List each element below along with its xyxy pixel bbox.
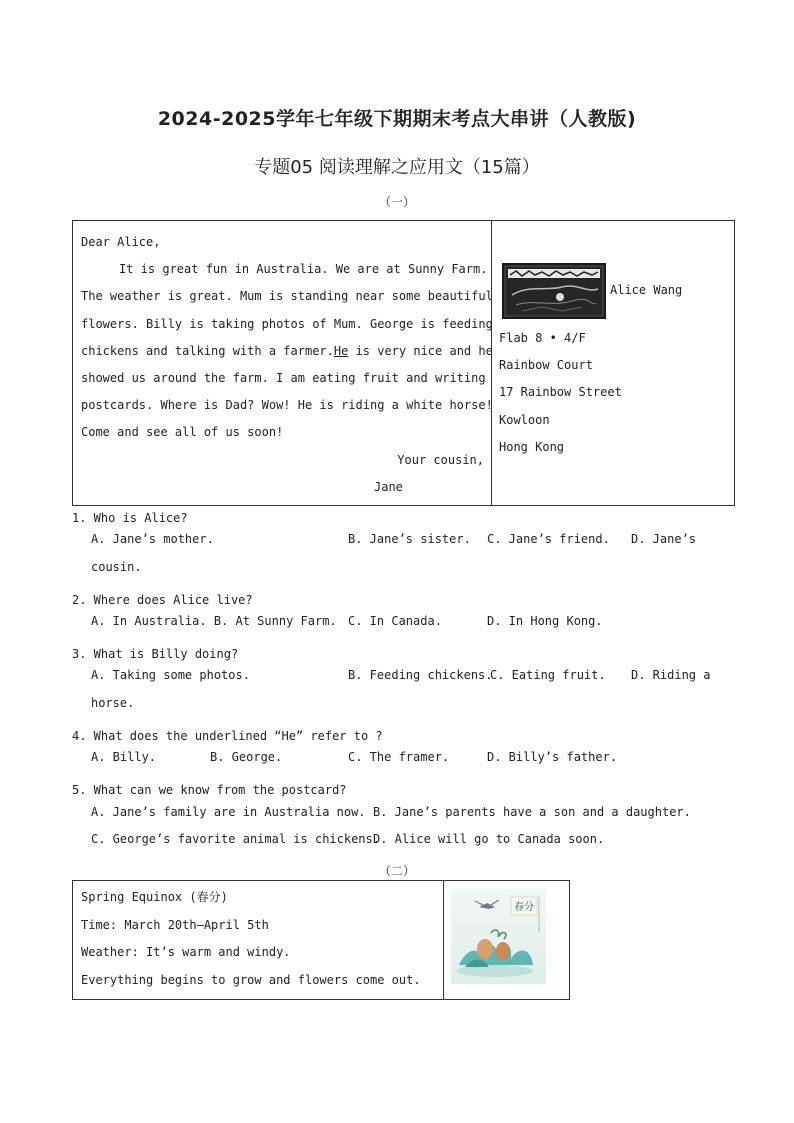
letter-line-part: is very nice and he	[355, 343, 493, 358]
option-c: C. George’s favorite animal is chickens.	[91, 832, 380, 846]
address-line: 17 Rainbow Street	[499, 385, 622, 400]
letter-column	[81, 229, 493, 501]
option-a: A. Taking some photos.	[91, 668, 250, 682]
option-d: D. Jane’s	[631, 532, 697, 546]
option-c: C. Eating fruit.	[490, 668, 606, 682]
postage-stamp-icon	[502, 263, 606, 319]
option-c: C. In Canada.	[348, 614, 442, 628]
letter-closing: Your cousin,	[397, 452, 484, 467]
page-subtitle: 专题05 阅读理解之应用文（15篇）	[254, 157, 540, 178]
table-divider	[443, 881, 444, 999]
info-column	[81, 884, 421, 994]
option-d: D. Billy’s father.	[487, 750, 618, 764]
option-ab: A. In Australia. B. At Sunny Farm.	[91, 614, 337, 628]
option-a: A. Billy.	[91, 750, 157, 764]
letter-line: flowers. Billy is taking photos of Mum. George is feeding	[81, 316, 493, 331]
address-block	[499, 325, 622, 461]
option-a: A. Jane’s family are in Australia now.	[91, 805, 366, 819]
letter-line: Come and see all of us soon!	[81, 425, 284, 440]
option-b: B. George.	[210, 750, 283, 764]
letter-line: It is great fun in Australia. We are at Sunny Farm.	[119, 262, 488, 277]
option-d: D. Alice will go to Canada soon.	[373, 832, 605, 846]
option-b: B. Jane’s parents have a son and a daughter.	[373, 805, 691, 819]
info-line: Time: March 20th—April 5th	[81, 917, 269, 932]
section-label-1: （一）	[378, 195, 415, 209]
address-line: Flab 8 • 4/F	[499, 331, 586, 345]
image-label: 春分	[514, 902, 534, 913]
option-d: D. In Hong Kong.	[487, 614, 603, 628]
option-b: B. Jane’s sister.	[348, 532, 471, 546]
underlined-he: He	[333, 343, 349, 358]
question-4: 4. What does the underlined “He” refer to ?	[72, 729, 383, 743]
option-c: C. Jane’s friend.	[487, 532, 610, 546]
letter-line: showed us around the farm. I am eating fruit and writing	[81, 371, 486, 386]
spring-equinox-illustration-icon	[451, 889, 546, 984]
letter-line: The weather is great. Mum is standing near some beautiful	[81, 289, 493, 304]
postcard-table	[72, 220, 735, 506]
option-wrap: horse.	[91, 696, 135, 710]
option-c: C. The framer.	[348, 750, 450, 764]
question-2: 2. Where does Alice live?	[72, 593, 253, 607]
page-title: 2024-2025学年七年级下期期末考点大串讲（人教版)	[157, 108, 637, 130]
recipient-name: Alice Wang	[610, 283, 683, 297]
spring-equinox-table	[72, 880, 570, 1000]
option-wrap: cousin.	[91, 560, 142, 574]
question-1: 1. Who is Alice?	[72, 511, 188, 525]
question-3: 3. What is Billy doing?	[72, 647, 239, 661]
question-5: 5. What can we know from the postcard?	[72, 783, 347, 797]
section-label-2: （二）	[378, 864, 415, 878]
letter-signature: Jane	[374, 479, 403, 494]
option-b: B. Feeding chickens.	[348, 668, 493, 682]
letter-line-part: chickens and talking with a farmer.	[81, 343, 334, 358]
option-a: A. Jane’s mother.	[91, 532, 214, 546]
address-line: Rainbow Court	[499, 358, 593, 373]
info-line: Everything begins to grow and flowers come out.	[81, 972, 421, 987]
address-line: Hong Kong	[499, 439, 565, 454]
letter-greeting: Dear Alice,	[81, 235, 161, 249]
letter-line: postcards. Where is Dad? Wow! He is riding a white horse!	[81, 398, 493, 413]
address-line: Kowloon	[499, 412, 550, 427]
info-line: Weather: It’s warm and windy.	[81, 945, 291, 959]
info-line: Spring Equinox (春分)	[81, 890, 228, 904]
option-d: D. Riding a	[631, 668, 711, 682]
letter-line-underlined	[81, 338, 493, 365]
